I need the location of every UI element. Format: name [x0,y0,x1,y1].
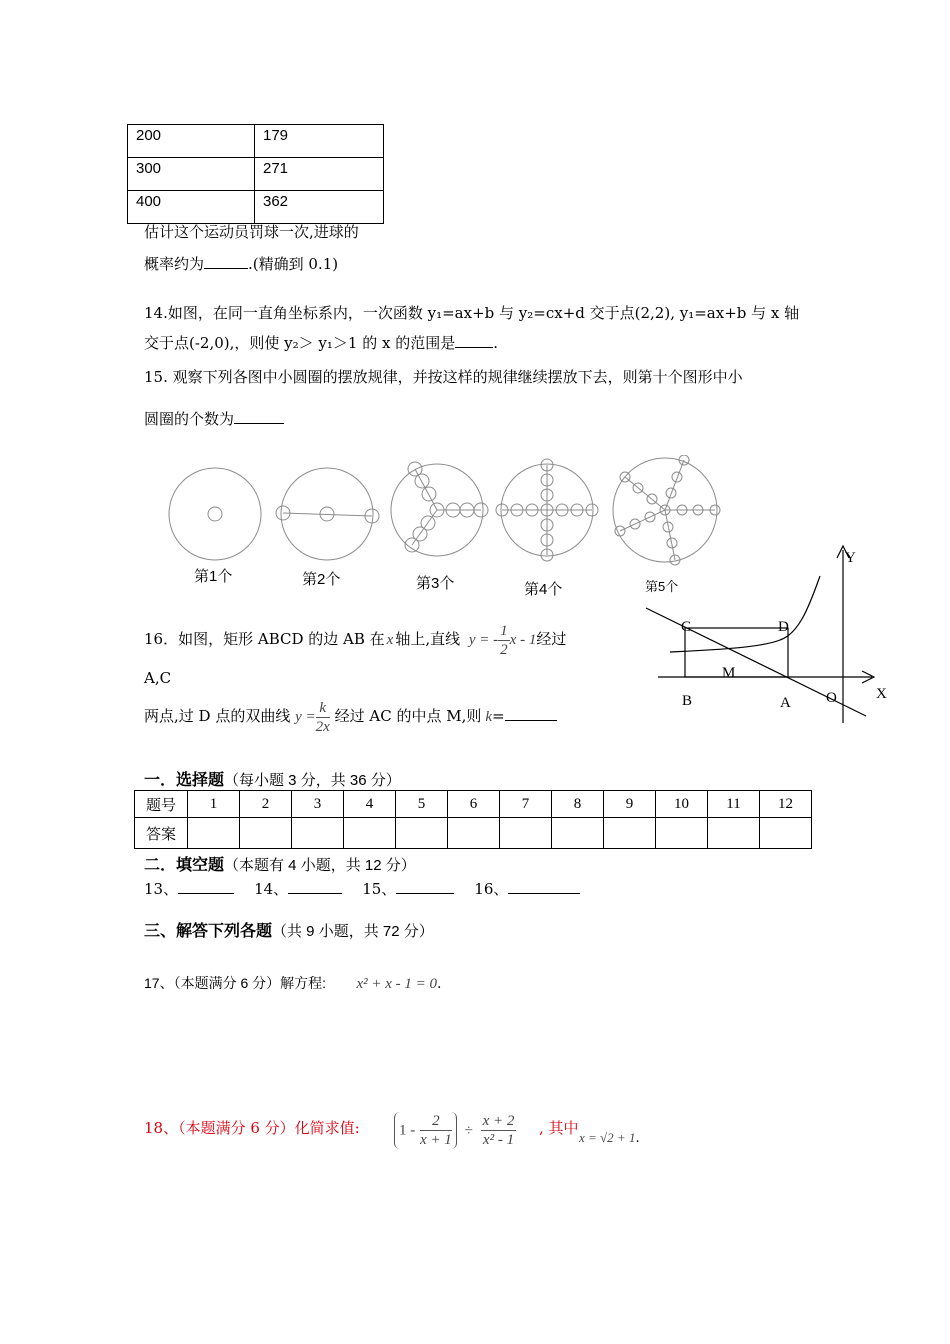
answer-cell[interactable] [292,818,344,849]
answer-grid [134,790,812,849]
fig3-label: 第3个 [416,575,455,592]
x-variable: x [386,632,394,648]
section3-note: （共 9 小题，共 72 分） [272,923,434,940]
line-equation-lhs: y = - [468,632,499,648]
fig1-label: 第1个 [194,568,233,585]
section1-note: （每小题 3 分，共 36 分） [224,772,401,789]
label-c: C [681,619,692,635]
fraction-numerator: k [316,699,330,718]
q16-text: 轴上,直线 [395,630,461,648]
blank-label: 14、 [254,880,289,898]
fraction-numerator: 1 [500,622,508,639]
blank-label: 16、 [474,880,509,898]
answer-blank [204,254,248,269]
fraction-numerator: x + 2 [482,1113,515,1129]
q17-end: . [437,976,442,992]
line-equation-tail: x - 1 [509,632,537,648]
equation-fraction [498,622,510,659]
fraction-1 [420,1112,452,1149]
header-cell: 题号 [135,791,188,818]
q13-line2 [144,253,338,274]
q13-precision: .(精确到 0.1) [248,255,339,273]
fig1-outer-circle [169,468,261,560]
answer-cell[interactable] [656,818,708,849]
q18-parenthesis-group [394,1112,457,1149]
q17-equation: x² + x - 1 = 0 [356,976,438,992]
table-row [128,158,384,191]
q16-line3 [144,696,557,737]
number-cell: 12 [760,791,812,818]
fraction-denominator: x² - 1 [482,1132,515,1148]
divide-sign: ÷ [464,1122,473,1139]
q15-text: 圆圈的个数为 [144,410,235,428]
table-cell: 400 [128,191,255,224]
answer-cell[interactable] [500,818,552,849]
q14-line2 [144,332,498,353]
small-circle [208,507,222,521]
x-value: x = √2 + 1 [579,1130,636,1145]
label-b: B [682,693,693,709]
answer-blank [234,409,284,424]
section2-heading [144,852,416,875]
number-cell: 9 [604,791,656,818]
table-row [135,818,812,849]
table-cell: 200 [128,125,255,158]
q18-mid: , 其中 [539,1119,579,1137]
section3-title: 三、解答下列各题 [144,923,273,940]
section1-title: 一．选择题 [144,772,225,789]
blank-label: 15、 [362,880,397,898]
answer-blank [455,333,493,348]
q18-label: 18、（本题满分 6 分）化简求值: [144,1119,360,1137]
fraction-2 [481,1112,517,1149]
fig5-label: 第5个 [645,579,679,594]
number-cell: 5 [396,791,448,818]
table-row [128,191,384,224]
answer-cell[interactable] [344,818,396,849]
number-cell: 3 [292,791,344,818]
number-cell: 10 [656,791,708,818]
fraction-denominator: 2 [500,641,508,658]
answer-blank [505,706,557,721]
answer-cell[interactable] [604,818,656,849]
hyperbola-lhs: y = [295,709,316,725]
answer-cell[interactable] [396,818,448,849]
label-x: X [876,686,887,702]
q17-label: 17、（本题满分 6 分）解方程: [144,975,327,991]
q16-text: 经过 [536,630,567,648]
q18-end: . [635,1131,640,1146]
q16-text: = [492,707,505,725]
fig2-label: 第2个 [302,571,341,588]
q16-text: 经过 AC 的中点 M,则 [334,707,482,725]
number-cell: 4 [344,791,396,818]
number-cell: 8 [552,791,604,818]
label-y: Y [845,550,856,566]
number-cell: 1 [188,791,240,818]
q14-end: . [493,334,498,352]
q13-line1: 估计这个运动员罚球一次,进球的 [144,223,359,241]
q16-text: 16．如图，矩形 ABCD 的边 AB 在 [144,630,385,648]
table-row [135,791,812,818]
answer-blank[interactable] [178,879,234,894]
label-a: A [780,695,791,711]
answer-cell[interactable] [448,818,500,849]
small-circle [672,472,682,482]
label-m: M [722,665,736,681]
number-cell: 6 [448,791,500,818]
table-cell: 179 [255,125,384,158]
hyperbola-fraction [316,699,330,736]
table-cell: 271 [255,158,384,191]
small-circle [422,487,436,501]
answer-blank[interactable] [288,879,342,894]
blank-label: 13、 [144,880,179,898]
expr-left: 1 - [399,1122,416,1139]
data-table [127,124,384,224]
answer-cell[interactable] [708,818,760,849]
table-row [128,125,384,158]
section2-note: （本题有 4 小题，共 12 分） [224,857,416,874]
number-cell: 2 [240,791,292,818]
q15-line1: 15. 观察下列各图中小圆圈的摆放规律，并按这样的规律继续摆放下去，则第十个图形中小 [144,368,743,386]
q18-x-value [579,1130,640,1146]
answer-cell[interactable] [240,818,292,849]
q14-text: 交于点(-2,0),，则使 y₂＞ y₁＞1 的 x 的范围是 [144,334,456,352]
q14-line1: 14.如图，在同一直角坐标系内，一次函数 y₁=ax+b 与 y₂=cx+d 交于点(2,2), y₁=ax+b 与 x 轴 [144,304,800,322]
section2-title: 二．填空题 [144,857,225,874]
label-d: D [778,619,789,635]
q16-graph [640,540,900,730]
fraction-denominator: x + 1 [420,1132,452,1148]
fraction-numerator: 2 [420,1112,452,1131]
answer-cell[interactable] [760,818,812,849]
q16-text: 两点,过 D 点的双曲线 [144,707,291,725]
table-cell: 300 [128,158,255,191]
q16-line2: A,C [144,669,172,687]
q18-expression [394,1112,516,1162]
q16-line1 [144,619,566,660]
table-cell: 362 [255,191,384,224]
label-o: O [826,690,837,706]
number-cell: 7 [500,791,552,818]
q13-text: 概率约为 [144,255,205,273]
fraction-denominator: 2x [315,718,330,735]
fig4-label: 第4个 [524,581,563,598]
q15-line2 [144,408,284,429]
answer-cell[interactable] [188,818,240,849]
answer-blank[interactable] [508,879,580,894]
section2-blanks [144,878,580,899]
section1-heading [144,767,401,790]
header-cell: 答案 [135,818,188,849]
answer-cell[interactable] [552,818,604,849]
answer-blank[interactable] [396,879,454,894]
section3-heading [144,918,434,941]
number-cell: 11 [708,791,760,818]
q17 [144,973,442,993]
k-variable: k [485,709,493,725]
